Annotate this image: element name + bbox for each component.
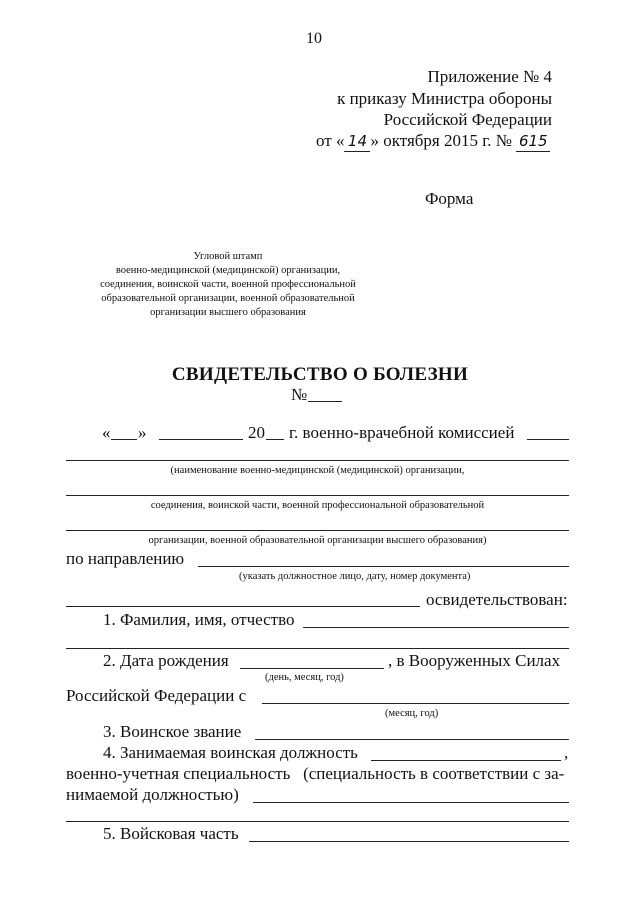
stamp-line-4: образовательной организации, военной образовательной [101,293,355,304]
specialty-label-cont: нимаемой должностью) [66,785,239,804]
stamp-line-1: Угловой штамп [193,251,263,262]
appendix-date [316,131,550,152]
field-fullname-label: 1. Фамилия, имя, отчество [103,610,295,629]
rank-blank[interactable] [255,739,569,740]
birthdate-hint: (день, месяц, год) [265,672,344,683]
appendix-title: Приложение № 4 [427,67,552,86]
commission-blank[interactable] [527,439,569,440]
organization-line-2[interactable] [66,495,569,496]
referral-label: по направлению [66,549,185,568]
day-blank[interactable] [111,439,137,440]
fullname-blank[interactable] [303,627,569,628]
unit-blank[interactable] [249,841,569,842]
appendix-federation: Российской Федерации [383,110,552,129]
position-blank[interactable] [371,760,561,761]
year-blank[interactable] [266,439,284,440]
org-hint-1: (наименование военно-медицинской (медицинской) организации, [170,465,465,476]
since-blank[interactable] [262,703,569,704]
armed-forces-label: , в Вооруженных Силах [388,651,561,670]
stamp-line-3: соединения, воинской части, военной профессиональной [100,279,356,290]
page-number: 10 [306,30,322,47]
referral-hint: (указать должностное лицо, дату, номер документа) [239,571,471,582]
fullname-blank-2[interactable] [66,648,569,649]
since-hint: (месяц, год) [385,708,439,719]
year-prefix: 20 [248,423,265,442]
number-label: № [291,385,308,404]
birthdate-blank[interactable] [240,668,384,669]
document-title: СВИДЕТЕЛЬСТВО О БОЛЕЗНИ [171,364,469,385]
examined-label: освидетельствован: [426,590,568,609]
stamp-line-5: организации высшего образования [150,307,306,318]
day-close-quote: » [138,423,147,442]
month-blank[interactable] [159,439,243,440]
handwritten-day: 14 [344,131,370,152]
organization-line-1[interactable] [66,460,569,461]
field-position-label: 4. Занимаемая воинская должность [103,743,358,762]
specialty-label: военно-учетная специальность (специальность в соответствии с за- [66,764,565,783]
handwritten-number: 615 [516,131,550,152]
field-unit-label: 5. Войсковая часть [103,824,239,843]
stamp-line-2: военно-медицинской (медицинской) организации, [115,265,341,276]
date-mid: » октября 2015 г. № [370,131,513,150]
commission-label: г. военно-врачебной комиссией [289,423,515,442]
field-birthdate-label: 2. Дата рождения [103,651,229,670]
date-prefix: от « [316,131,345,150]
org-hint-3: организации, военной образовательной организации высшего образования) [148,535,487,546]
appendix-order: к приказу Министра обороны [337,89,552,108]
examined-blank[interactable] [66,606,420,607]
org-hint-2: соединения, воинской части, военной профессиональной образовательной [150,500,485,511]
specialty-blank[interactable] [253,802,569,803]
since-label: Российской Федерации с [66,686,247,705]
specialty-blank-2[interactable] [66,821,569,822]
referral-blank[interactable] [198,566,569,567]
form-label: Форма [425,189,474,208]
position-comma: , [564,743,569,762]
field-rank-label: 3. Воинское звание [103,722,242,741]
organization-line-3[interactable] [66,530,569,531]
number-blank[interactable] [308,401,342,402]
day-open-quote: « [102,423,111,442]
